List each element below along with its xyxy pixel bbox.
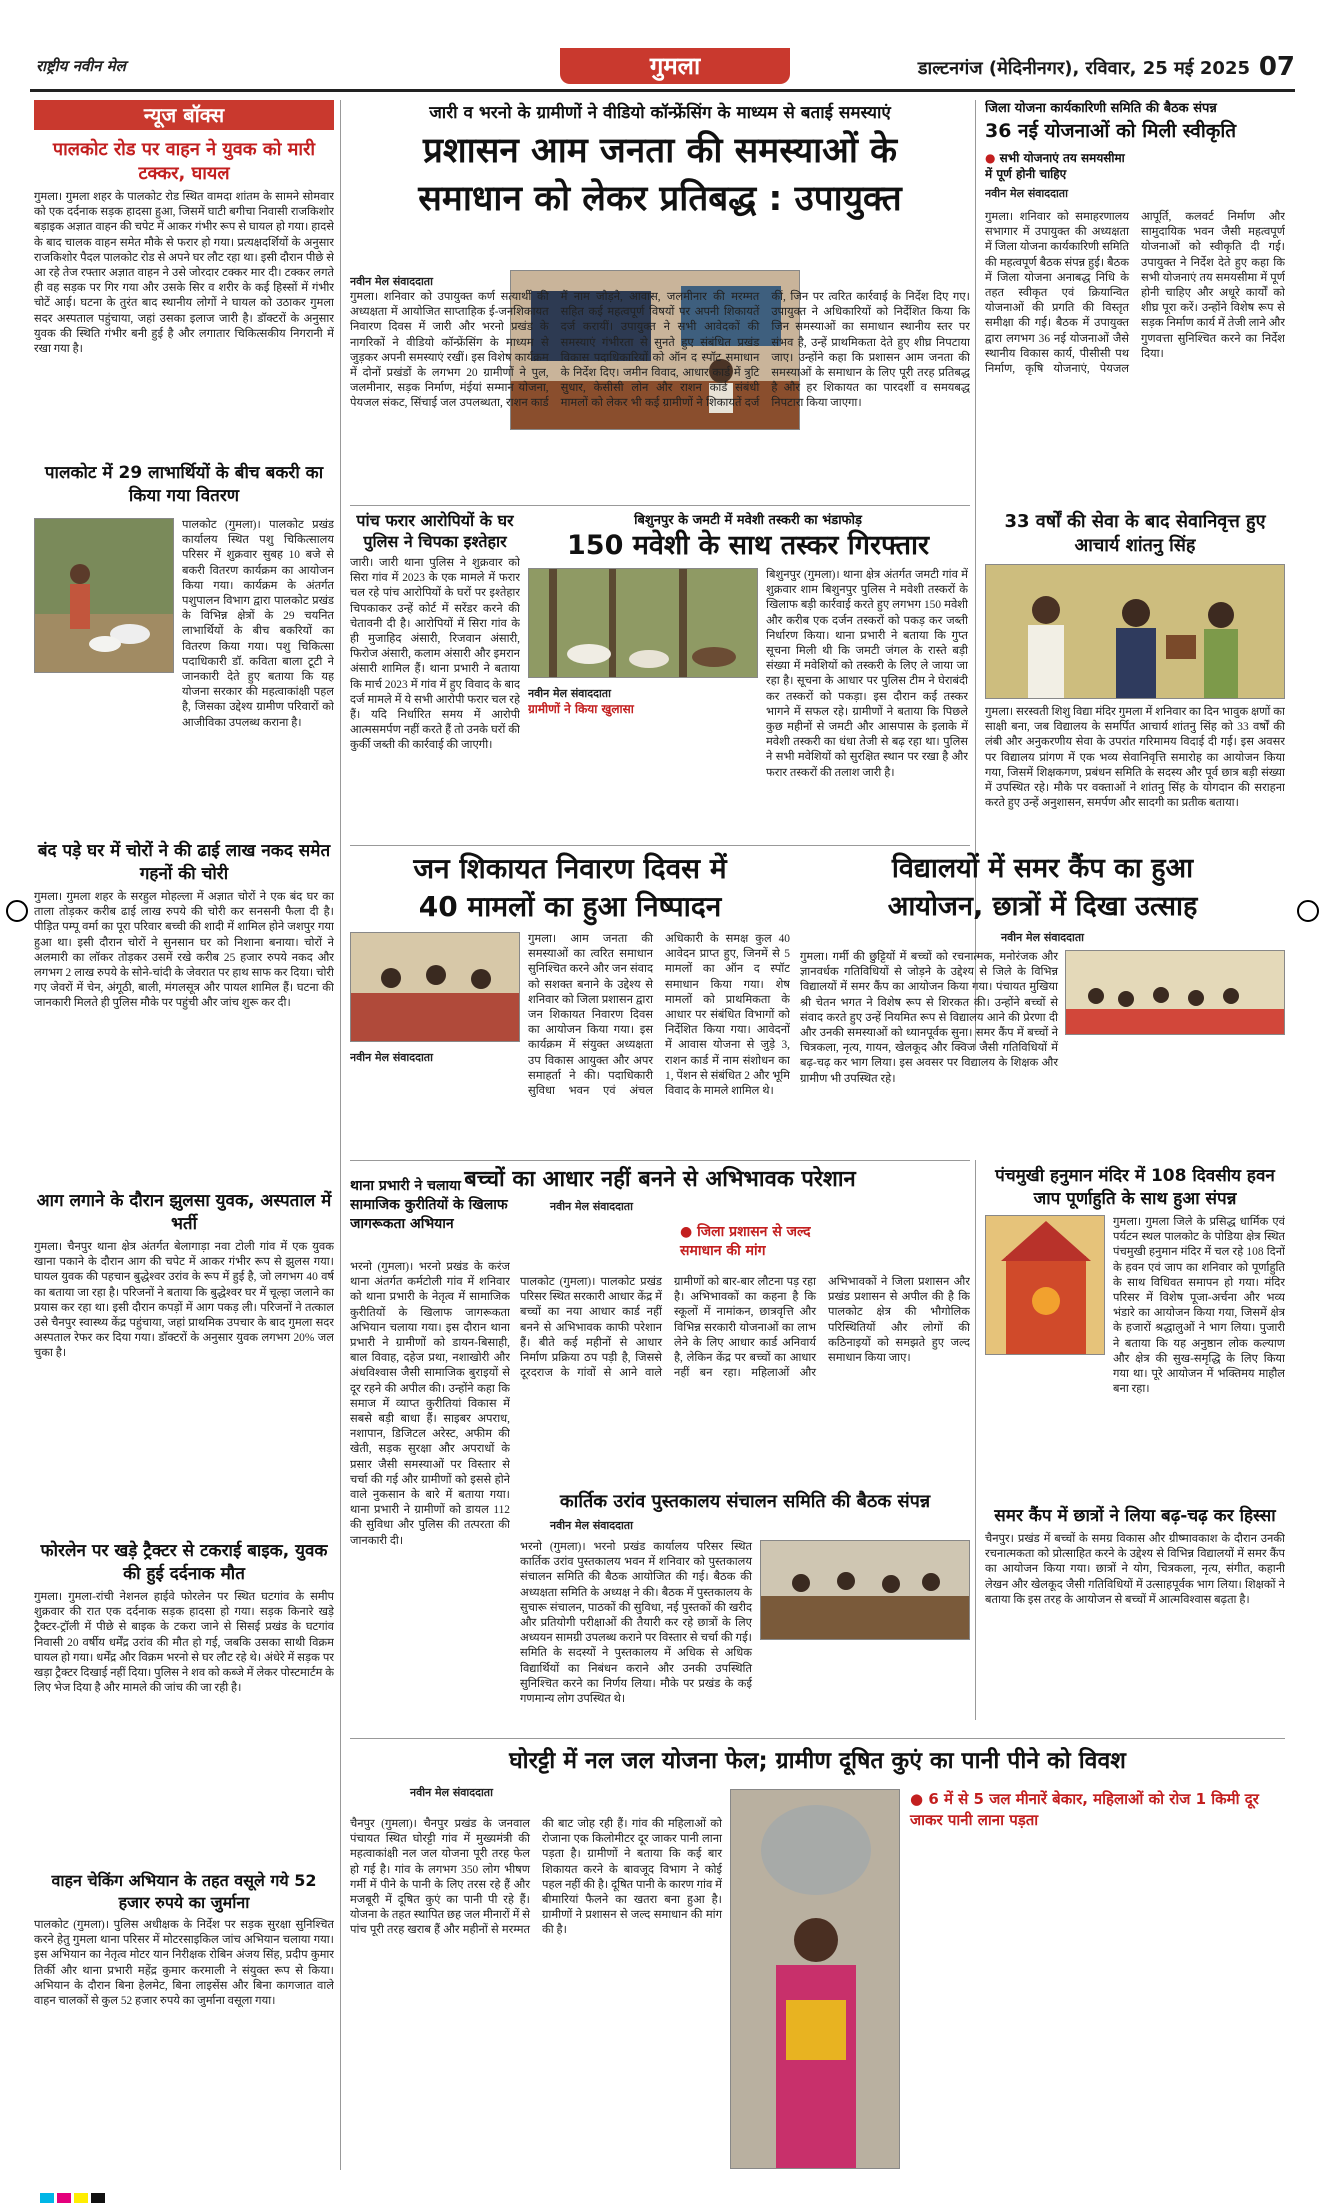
headline: समर कैंप में छात्रों ने लिया बढ़-चढ़ कर हिस्सा	[994, 1506, 1276, 1526]
cattle-photo	[528, 568, 758, 678]
temple-photo	[985, 1215, 1105, 1355]
red-bullet-icon: ●	[680, 1224, 693, 1240]
headline-line2: 36 नई योजनाओं को मिली स्वीकृति	[985, 120, 1237, 142]
page-section-title: गुमला	[560, 48, 790, 84]
kicker: जारी व भरनो के ग्रामीणों ने वीडियो कॉन्फ्रेंसिंग के माध्यम से बताई समस्याएं	[429, 103, 891, 123]
headline: 150 मवेशी के साथ तस्कर गिरफ्तार	[567, 530, 929, 561]
headline: पालकोट रोड पर वाहन ने युवक को मारी टक्कर, घायल	[52, 139, 316, 184]
headline: पांच फरार आरोपियों के घर पुलिस ने चिपका इश्तेहार	[356, 511, 514, 551]
color-swatch-bar	[40, 2188, 1285, 2200]
article-body: भरनो (गुमला)। भरनो प्रखंड कार्यालय परिसर स्थित कार्तिक उरांव पुस्तकालय भवन में शनिवार को पुस्तकालय संचालन समिति की बैठक आयोजित की गई। बैठक की अध्यक्षता समिति के अध्यक्ष ने की। बैठक में पुस्तकालय के सुचारू संचालन, पाठकों की सुविधा, नई पुस्तकों की खरीद और प्रतियोगी परीक्षाओं की तैयारी कर रहे छात्रों के लिए अध्ययन सामग्री उपलब्ध कराने पर विस्तार से चर्चा की गई। समिति के सदस्यों ने पुस्तकालय में अधिक से अधिक विद्यार्थियों का निबंधन कराने और उनकी उपस्थिति सुनिश्चित करने का निर्णय लिया। मौके पर प्रखंड के कई गणमान्य लोग उपस्थित थे।	[520, 1541, 752, 1706]
district-story-body	[350, 1260, 510, 1730]
article-body: चैनपुर। प्रखंड में बच्चों के समग्र विकास और ग्रीष्मावकाश के दौरान उनकी रचनात्मकता को प्रोत्साहित करने के उद्देश्य से विभिन्न विद्यालयों में समर कैंप का आयोजन किया गया। छात्रों ने योग, चित्रकला, नृत्य, संगीत, कहानी लेखन और खेलकूद जैसी गतिविधियों में उत्साहपूर्वक भाग लिया। शिक्षकों ने बताया कि इस तरह के आयोजन से बच्चों में आत्मविश्वास बढ़ता है।	[985, 1533, 1285, 1606]
article-body: गुमला। गुमला-रांची नेशनल हाईवे फोरलेन पर स्थित घटगांव के समीप शुक्रवार की रात एक दर्दनाक सड़क हादसा हो गया। सड़क किनारे खड़े ट्रैक्टर-ट्रॉली में पीछे से बाइक के टकरा जाने से सिसई प्रखंड के घटगांव निवासी 20 वर्षीय धर्मेंद्र उरांव की मौत हो गई, जबकि उसका साथी विक्रम घायल हो गया। धर्मेंद्र और विक्रम भरनो से घर लौट रहे थे। अंधेरे में सड़क पर खड़ा ट्रैक्टर दिखाई नहीं दिया। पुलिस ने शव को कब्जे में लेकर पोस्टमार्टम के लिए भेज दिया है और मामले की जांच की जा रही है।	[34, 1591, 334, 1695]
summer-camp-photo	[1065, 950, 1285, 1035]
byline: नवीन मेल संवाददाता	[350, 275, 433, 288]
byline: नवीन मेल संवाददाता	[410, 1786, 493, 1799]
article-body: पालकोट (गुमला)। पालकोट प्रखंड परिसर स्थित सरकारी आधार केंद्र में बच्चों का नया आधार कार्ड नहीं बनने से अभिभावक काफी परेशान हैं। बीते कई महीनों से आधार निर्माण प्रक्रिया ठप पड़ी है, जिससे दूरदराज के गांवों से आने वाले ग्रामीणों को बार-बार लौटना पड़ रहा है। अभिभावकों का कहना है कि स्कूलों में नामांकन, छात्रवृत्ति और विभिन्न सरकारी योजनाओं का लाभ लेने के लिए आधार कार्ड अनिवार्य है, लेकिन केंद्र पर बच्चों का आधार नहीं बन रहा। महिलाओं और अभिभावकों ने जिला प्रशासन और प्रखंड प्रशासन से अपील की है कि पालकोट क्षेत्र की भौगोलिक परिस्थितियों और लोगों की कठिनाइयों को समझते हुए जल्द समाधान किया जाए।	[520, 1276, 970, 1380]
headline: बच्चों का आधार नहीं बनने से अभिभावक परेशान	[464, 1167, 856, 1192]
committee-story	[985, 100, 1285, 500]
news-item-4	[34, 1190, 334, 1530]
headline-line2: 40 मामलों का हुआ निष्पादन	[418, 890, 722, 923]
headline: घोरट्टी में नल जल योजना फेल; ग्रामीण दूषित कुएं का पानी पीने को विवश	[509, 1748, 1126, 1774]
headline: आग लगाने के दौरान झुलसा युवक, अस्पताल में भर्ती	[36, 1191, 332, 1234]
article-body: गुमला। गुमला शहर के पालकोट रोड स्थित वामदा शांतम के सामने सोमवार को एक दर्दनाक सड़क हादसा हुआ, जिसमें घाटी बगीचा निवासी राजकिशोर बड़ाइक अज्ञात वाहन की चपेट में आकर गंभीर रूप से घायल हो गया। हादसे के बाद चालक वाहन समेत मौके से फरार हो गया। प्रत्यक्षदर्शियों के अनुसार राजकिशोर पैदल पालकोट रोड से अपने घर लौट रहा था। इसी दौरान पीछे से आ रहे तेज रफ्तार अज्ञात वाहन ने उसे जोरदार टक्कर मार दी। टक्कर लगते ही वह सड़क पर गिर गया और उसके सिर व शरीर के कई हिस्सों में गंभीर चोटें आई। घटना के तुरंत बाद स्थानीय लोगों ने घायल को उठाकर गुमला सदर अस्पताल पहुंचाया, जहां उसका इलाज जारी है। डॉक्टरों के अनुसार युवक की स्थिति गंभीर बनी हुई है और लगातार चिकित्सकीय निगरानी में रखा गया है।	[34, 191, 334, 356]
grievance-meeting-photo	[350, 932, 520, 1042]
byline: नवीन मेल संवाददाता	[550, 1519, 633, 1532]
news-box-label: न्यूज बॉक्स	[34, 100, 334, 130]
dateline: डाल्टनगंज (मेदिनीनगर), रविवार, 25 मई 2025	[917, 58, 1250, 79]
headline: वाहन चेकिंग अभियान के तहत वसूले गये 52 हजार रुपये का जुर्माना	[51, 1871, 317, 1912]
pull-quote: ● 6 में से 5 जल मीनारें बेकार, महिलाओं को रोज 1 किमी दूर जाकर पानी लाना पड़ता	[910, 1790, 1259, 1829]
subhead: ग्रामीणों ने किया खुलासा	[528, 702, 634, 716]
pull-quote: ● सभी योजनाएं तय समयसीमा में पूर्ण होनी चाहिए	[985, 151, 1125, 181]
headline: पंचमुखी हनुमान मंदिर में 108 दिवसीय हवन जाप पूर्णाहुति के साथ हुआ संपन्न	[995, 1166, 1275, 1209]
headline: फोरलेन पर खड़े ट्रैक्टर से टकराई बाइक, युवक की हुई दर्दनाक मौत	[40, 1541, 328, 1584]
retirement-ceremony-photo	[985, 564, 1285, 699]
article-body: भरनो (गुमला)। भरनो प्रखंड के करंज थाना अंतर्गत कर्मटोली गांव में शनिवार को थाना प्रभारी के नेतृत्व में सामाजिक कुरीतियों के खिलाफ जागरूकता अभियान चलाया गया। इस दौरान थाना प्रभारी ने ग्रामीणों को डायन-बिसाही, बाल विवाह, दहेज प्रथा, नशाखोरी और अंधविश्वास जैसी सामाजिक बुराइयों से दूर रहने की अपील की। उन्होंने कहा कि समाज में व्याप्त कुरीतियां विकास में सबसे बड़ी बाधा हैं। साइबर अपराध, नशापान, डिजिटल अरेस्ट, अफीम की खेती, सड़क सुरक्षा और अपराधों के प्रसार जैसी समस्याओं पर विस्तार से चर्चा की गई और ग्रामीणों को इससे होने वाले नुकसान के बारे में बताया गया। थाना प्रभारी ने ग्रामीणों को डायल 112 की सुविधा और पुलिस की तत्परता की जानकारी दी।	[350, 1261, 510, 1547]
article-body: जारी। जारी थाना पुलिस ने शुक्रवार को सिरा गांव में 2023 के एक मामले में फरार चल रहे पांच आरोपियों के घरों पर इश्तेहार चिपकाकर उन्हें कोर्ट में सरेंडर करने की चेतावनी दी है। आरोपियों में सिरा गांव के ही मुजाहिद अंसारी, रिजवान अंसारी, फिरोज अंसारी, कलाम अंसारी और इमरान अंसारी शामिल हैं। थाना प्रभारी ने बताया कि मार्च 2023 में गांव में हुए विवाद के बाद दर्ज मामले में ये सभी आरोपी फरार चल रहे हैं। यदि निर्धारित समय में आरोपी आत्मसमर्पण नहीं करते हैं तो उनके घरों की कुर्की जब्ती की कार्रवाई की जाएगी।	[350, 557, 520, 752]
library-story	[520, 1490, 970, 1730]
byline: नवीन मेल संवाददाता	[528, 687, 611, 700]
masthead-logo: राष्ट्रीय नवीन मेल	[36, 57, 126, 75]
news-item-1	[34, 138, 334, 458]
byline: नवीन मेल संवाददाता	[985, 187, 1068, 200]
news-item-5	[34, 1540, 334, 1860]
headline: पालकोट में 29 लाभार्थियों के बीच बकरी का किया गया वितरण	[44, 463, 324, 506]
headline-line2: आयोजन, छात्रों में दिखा उत्साह	[887, 891, 1198, 922]
red-bullet-icon: ●	[910, 1790, 924, 1808]
news-item-6	[34, 1870, 334, 2170]
camp2-story	[985, 1505, 1285, 1730]
lead-story-body	[350, 270, 970, 500]
summer-camp-story	[800, 850, 1285, 1150]
lead-story-head	[350, 100, 970, 270]
red-bullet-icon: ●	[985, 151, 996, 165]
registration-mark-icon	[6, 900, 28, 922]
headline: कार्तिक उरांव पुस्तकालय संचालन समिति की बैठक संपन्न	[559, 1491, 931, 1512]
article-body: गुमला। चैनपुर थाना क्षेत्र अंतर्गत बेलागाड़ा नवा टोली गांव में एक युवक खाना पकाने के दौरान आग की चपेट में आकर गंभीर रूप से झुलस गया। घायल युवक की पहचान बुद्धेश्वर उरांव के रूप में हुई है, जो लगभग 40 वर्ष का बताया जा रहा है। परिजनों ने बताया कि बुद्धेश्वर घर में चूल्हा जलाने का प्रयास कर रहा था। इसी दौरान कपड़ों में आग पकड़ ली। परिजनों ने तत्काल उसे चैनपुर स्वास्थ्य केंद्र पहुंचाया, जहां प्राथमिक उपचार के बाद गुमला सदर अस्पताल रेफर कर दिया गया। डॉक्टरों के अनुसार युवक लगभग 20% जल चुका है।	[34, 1241, 334, 1360]
cattle-story	[528, 510, 968, 840]
pull-quote: ● जिला प्रशासन से जल्द समाधान की मांग	[680, 1224, 811, 1259]
article-body: पालकोट (गुमला)। पालकोट प्रखंड कार्यालय स्थित पशु चिकित्सालय परिसर में शुक्रवार सुबह 10 बजे से बकरी वितरण कार्यक्रम का आयोजन किया गया। कार्यक्रम के अंतर्गत पशुपालन विभाग द्वारा पालकोट प्रखंड के विभिन्न क्षेत्रों के 29 चयनित लाभार्थियों के बीच बकरियों का वितरण किया गया। पशु चिकित्सा पदाधिकारी डॉ. कविता बाला टूटी ने जानकारी देते हुए बताया कि यह योजना सरकार की महत्वाकांक्षी पहल है, जिसका उद्देश्य ग्रामीण परिवारों को आजीविका उपलब्ध कराना है।	[182, 519, 334, 729]
news-item-3	[34, 840, 334, 1180]
headline-line1: जिला योजना कार्यकारिणी समिति की बैठक संपन्न	[985, 101, 1217, 116]
headline: बंद पड़े घर में चोरों ने की ढाई लाख नकद समेत गहनों की चोरी	[37, 841, 331, 884]
news-item-2	[34, 462, 334, 832]
page-header	[30, 48, 1295, 92]
article-body: गुमला। शनिवार को उपायुक्त कर्ण सत्यार्थी की अध्यक्षता में आयोजित साप्ताहिक ई-जनशिकायत निवारण दिवस में जारी और भरनो प्रखंड के नागरिकों ने वीडियो कॉन्फ्रेंसिंग के माध्यम से जुड़कर अपनी समस्याएं रखीं। इस विशेष कार्यक्रम में दोनों प्रखंडों के लगभग 20 ग्रामीणों ने पुल, जलमीनार, सड़क निर्माण, मंईयां सम्मान योजना, पेयजल संकट, सिंचाई जल उपलब्धता, राशन कार्ड में नाम जोड़ने, आवास, जलमीनार की मरम्मत सहित कई महत्वपूर्ण विषयों पर अपनी शिकायतें दर्ज करायीं। उपायुक्त ने सभी आवेदकों की समस्याएं गंभीरता से सुनते हुए संबंधित प्रखंड विकास पदाधिकारियों को ऑन द स्पॉट समाधान के निर्देश दिए। जमीन विवाद, आधार कार्ड में त्रुटि सुधार, केसीसी लोन और राशन कार्ड संबंधी मामलों को लेकर भी कई ग्रामीणों ने शिकायतें दर्ज कीं, जिन पर त्वरित कार्रवाई के निर्देश दिए गए। उपायुक्त ने अधिकारियों को निर्देशित किया कि जिन समस्याओं का समाधान स्थानीय स्तर पर संभव है, उन्हें प्राथमिकता देते हुए शीघ्र निपटाया जाए। उन्होंने कहा कि प्रशासन आम जनता की समस्याओं के समाधान के लिए पूरी तरह प्रतिबद्ध है और हर शिकायत का पारदर्शी व समयबद्ध निपटारा किया जाएगा।	[350, 291, 970, 410]
police-story	[350, 510, 520, 840]
library-meeting-photo	[760, 1540, 970, 1640]
headline: 33 वर्षों की सेवा के बाद सेवानिवृत्त हुए आचार्य शांतनु सिंह	[1004, 511, 1266, 556]
women-carrying-water-photo	[730, 1789, 900, 2169]
article-body: पालकोट (गुमला)। पुलिस अधीक्षक के निर्देश पर सड़क सुरक्षा सुनिश्चित करने हेतु गुमला थाना परिसर में मोटरसाइकिल जांच अभियान चलाया गया। इस अभियान का नेतृत्व मोटर यान निरीक्षक रोबिन अंजय सिंह, प्रदीप कुमार तिर्की और थाना प्रभारी महेंद्र कुमार करमाली ने संयुक्त रूप से किया। अभियान के दौरान बिना हेलमेट, बिना लाइसेंस और बिना कागजात वाले वाहन चालकों से कुल 52 हजार रुपये का जुर्माना वसूला गया।	[34, 1919, 334, 2008]
headline-line1: प्रशासन आम जनता की समस्याओं के	[422, 131, 898, 171]
page-number: 07	[1258, 52, 1295, 82]
byline: नवीन मेल संवाददाता	[350, 1051, 433, 1064]
article-body: चैनपुर (गुमला)। चैनपुर प्रखंड के जनवाल पंचायत स्थित घोरट्टी गांव में मुख्यमंत्री की महत्वाकांक्षी नल जल योजना पूरी तरह फेल हो गई है। गांव के लगभग 350 लोग भीषण गर्मी में पीने के पानी के लिए तरस रहे हैं और मजबूरी में दूषित कुएं का पानी पी रहे हैं। योजना के तहत स्थापित छह जल मीनारों में से पांच पूरी तरह खराब हैं और महीनों से मरम्मत की बाट जोह रही हैं। गांव की महिलाओं को रोजाना एक किलोमीटर दूर जाकर पानी लाना पड़ता है। ग्रामीणों ने बताया कि कई बार शिकायत करने के बावजूद विभाग ने कोई पहल नहीं की है। दूषित पानी के कारण गांव में बीमारियां फैलने का खतरा बना हुआ है। ग्रामीणों ने प्रशासन से जल्द समाधान की मांग की है।	[350, 1818, 722, 1937]
goat-distribution-photo	[34, 518, 174, 673]
article-body: गुमला। गर्मी की छुट्टियों में बच्चों को रचनात्मक, मनोरंजक और ज्ञानवर्धक गतिविधियों से जोड़ने के उद्देश्य से जिले के विभिन्न विद्यालयों में समर कैंप का आयोजन किया गया। पंचायत मुखिया श्री चेतन भगत ने विशेष रूप से शिरकत की। उन्होंने बच्चों से संवाद करते हुए उन्हें नियमित रूप से विद्यालय आने की प्रेरणा दी और उनकी समस्याओं को ध्यानपूर्वक सुना। समर कैंप में बच्चों ने चित्रकला, नृत्य, गायन, खेलकूद और क्विज जैसी गतिविधियों में बढ़-चढ़ कर भाग लिया। इस अवसर पर विद्यालय के शिक्षक और ग्रामीण भी उपस्थित रहे।	[800, 951, 1058, 1085]
article-body: गुमला। शनिवार को समाहरणालय सभागार में उपायुक्त की अध्यक्षता में जिला योजना कार्यकारिणी समिति की महत्वपूर्ण बैठक संपन्न हुई। बैठक में जिला योजना अनाबद्ध निधि के तहत स्वीकृत एवं क्रियान्वित योजनाओं की प्रगति की विस्तृत समीक्षा की गई। बैठक में उपायुक्त द्वारा लगभग 36 नई योजनाओं जैसे स्थानीय विकास कार्य, पीसीसी पथ निर्माण, कृषि योजनाएं, पेयजल आपूर्ति, कलवर्ट निर्माण और सामुदायिक भवन जैसी महत्वपूर्ण योजनाओं को स्वीकृति दी गई। उपायुक्त ने निर्देश देते हुए कहा कि सभी योजनाएं तय समयसीमा में पूर्ण होनी चाहिए और अधूरे कार्यों को शीघ्र पूरा करें। उन्होंने विशेष रूप से सड़क निर्माण कार्य में तेजी लाने और गुणवत्ता सुनिश्चित करने का निर्देश दिया।	[985, 211, 1285, 376]
grievance-story	[350, 850, 790, 1150]
article-body: गुमला। सरस्वती शिशु विद्या मंदिर गुमला में शनिवार का दिन भावुक क्षणों का साक्षी बना, जब विद्यालय के समर्पित आचार्य शांतनु सिंह को 33 वर्षों की लंबी और अनुकरणीय सेवा के उपरांत गरिमामय विदाई दी गई। इस अवसर पर विद्यालय प्रांगण में एक भव्य सेवानिवृत्ति समारोह का आयोजन किया गया, जिसमें शिक्षकगण, प्रबंधन समिति के सदस्य और पूर्व छात्र बड़ी संख्या में उपस्थित रहे। मौके पर वक्ताओं ने शांतनु सिंह के योगदान की सराहना करते हुए उन्हें अनुशासन, समर्पण और सादगी का प्रतीक बताया।	[985, 706, 1285, 810]
kicker: बिशुनपुर के जमटी में मवेशी तस्करी का भंडाफोड़	[634, 513, 862, 528]
registration-mark-icon	[1297, 900, 1319, 922]
article-body: गुमला। गुमला जिले के प्रसिद्ध धार्मिक एवं पर्यटन स्थल पालकोट के पोडिया क्षेत्र स्थित पंचमुखी हनुमान मंदिर में चल रहे 108 दिनों के हवन एवं जाप का शनिवार को पूर्णाहुति के साथ विधिवत समापन हो गया। मंदिर परिसर में विशेष पूजा-अर्चना और भव्य भंडारे का आयोजन किया गया, जिसमें क्षेत्र के हजारों श्रद्धालुओं ने भाग लिया। पुजारी ने बताया कि यह अनुष्ठान लोक कल्याण और क्षेत्र की सुख-समृद्धि के लिए किया गया था। पूरे आयोजन में भक्तिमय माहौल बना रहा।	[1113, 1216, 1285, 1396]
article-body: गुमला। आम जनता की समस्याओं का त्वरित समाधान सुनिश्चित करने और जन संवाद को सशक्त बनाने के उद्देश्य से शनिवार को जिला प्रशासन द्वारा जन शिकायत निवारण दिवस का आयोजन किया गया। इस कार्यक्रम में संयुक्त अध्यक्षता उप विकास आयुक्त और अपर समाहर्ता ने की। पदाधिकारी सुविधा भवन एवं अंचल अधिकारी के समक्ष कुल 40 आवेदन प्राप्त हुए, जिनमें से 5 मामलों का ऑन द स्पॉट समाधान किया गया। शेष मामलों को प्राथमिकता के आधार पर संबंधित विभागों को निर्देशित किया गया। आवेदनों में आवास योजना से जुड़े 3, राशन कार्ड में नाम संशोधन का 1, पेंशन से संबंधित 2 और भूमि विवाद के मामले शामिल थे।	[528, 933, 790, 1098]
water-story	[350, 1745, 1285, 2175]
headline-line2: समाधान को लेकर प्रतिबद्ध : उपायुक्त	[418, 179, 902, 219]
article-body: बिशुनपुर (गुमला)। थाना क्षेत्र अंतर्गत जमटी गांव में शुक्रवार शाम बिशुनपुर पुलिस ने मवेशी तस्करों के खिलाफ बड़ी कार्रवाई करते हुए लगभग 150 मवेशी और करीब एक दर्जन तस्करों को पकड़ कर जब्ती निर्धारण किया। थाना प्रभारी ने बताया कि गुप्त सूचना मिली थी कि जमटी जंगल के रास्ते बड़ी संख्या में मवेशियों को तस्करी के लिए ले जाया जा रहा है। सूचना के आधार पर पुलिस टीम ने घेराबंदी कर तस्करों को पकड़ा। इस दौरान कई तस्कर भागने में सफल रहे। ग्रामीणों ने बताया कि पिछले कुछ महीनों से जमटी और आसपास के इलाके में मवेशी तस्करी का धंधा तेजी से बढ़ रहा था। पुलिस ने सभी मवेशियों को सुरक्षित स्थान पर रखा है और फरार तस्करों की तलाश जारी है।	[766, 569, 968, 779]
temple-story	[985, 1165, 1285, 1495]
headline-line1: जन शिकायत निवारण दिवस में	[413, 852, 727, 885]
article-body: गुमला। गुमला शहर के सरहुल मोहल्ला में अज्ञात चोरों ने एक बंद घर का ताला तोड़कर करीब ढाई लाख रुपये की चोरी कर सनसनी फैला दी है। पीड़ित पम्पू वर्मा का पूरा परिवार बच्ची की शादी में शामिल होने जशपुर गया हुआ था। इसी दौरान चोरों ने सुनसान घर को निशाना बनाया। चोरों ने अलमारी का लॉकर तोड़कर उसमें रखे करीब 25 हजार रुपये नकद और लगभग 2 लाख रुपये के सोने-चांदी के जेवरात पर हाथ साफ कर दिया। चोरी गए जेवरों में चेन, अंगूठी, बाली, मंगलसूत्र और पायल शामिल हैं। घटना की जानकारी मिलते ही पुलिस मौके पर पहुंची और जांच शुरू कर दी।	[34, 891, 334, 1010]
headline-line1: विद्यालयों में समर कैंप का हुआ	[891, 853, 1194, 884]
byline: नवीन मेल संवाददाता	[550, 1200, 633, 1213]
district-story: थाना प्रभारी ने चलाया सामाजिक कुरीतियों के खिलाफ जागरूकता अभियान	[350, 1178, 508, 1232]
byline: नवीन मेल संवाददाता	[1001, 931, 1084, 944]
